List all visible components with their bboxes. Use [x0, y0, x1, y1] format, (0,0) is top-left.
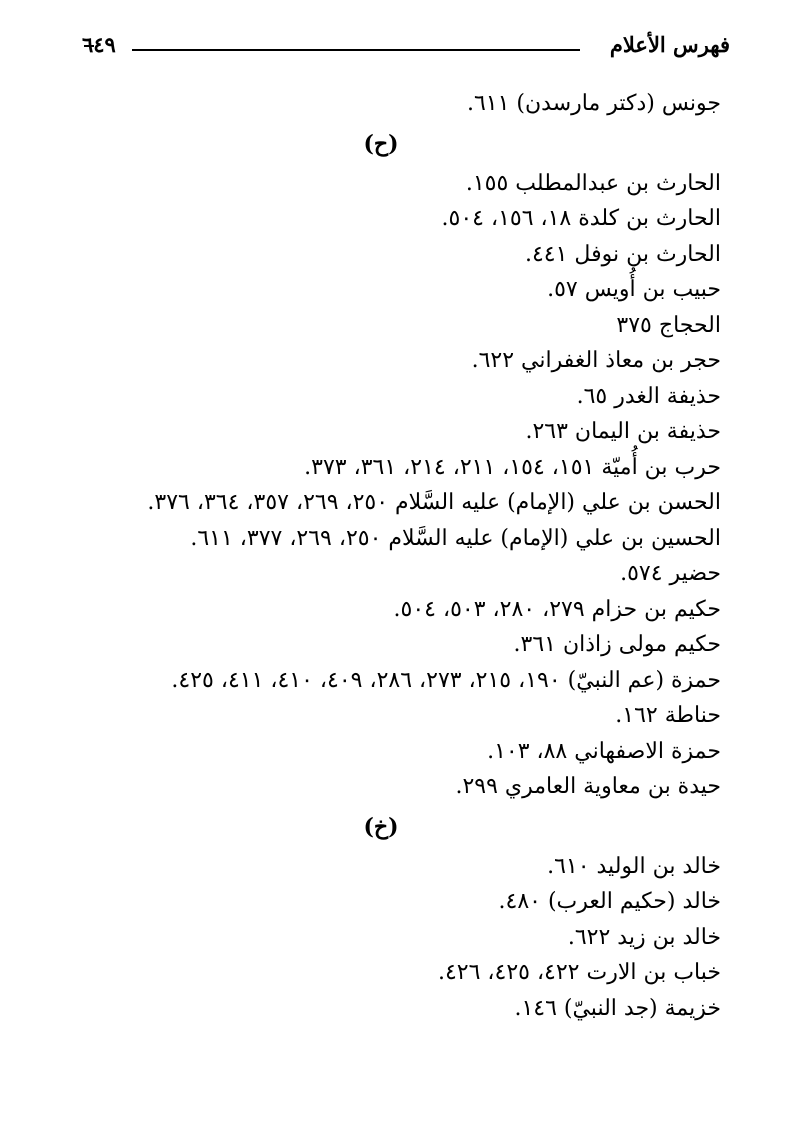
index-entry: جونس (دكتر مارسدن) ٦١١. [466, 91, 721, 116]
index-entry: الحارث بن عبدالمطلب ١٥٥. [465, 170, 721, 196]
section-heading-ha: (ح) [363, 130, 399, 157]
index-entry: الحسين بن علي (الإمام) عليه السَّلام ٢٥٠، ٢٦٩، ٣٧٧، ٦١١. [190, 525, 721, 551]
index-content [81, 86, 721, 1026]
index-entry: حرب بن أُميّة ١٥١، ١٥٤، ٢١١، ٢١٤، ٣٦١، ٣٧٣. [304, 454, 721, 480]
page-header [82, 28, 730, 62]
index-entry: الحارث بن كلدة ١٨، ١٥٦، ٥٠٤. [441, 206, 721, 231]
index-entry: حبيب بن أُويس ٥٧. [547, 277, 721, 302]
index-entry: الحسن بن علي (الإمام) عليه السَّلام ٢٥٠، ٢٦٩، ٣٥٧، ٣٦٤، ٣٧٦. [147, 490, 721, 515]
header-tick-mark [84, 45, 94, 47]
header-rule [132, 49, 580, 51]
index-entry: حكيم بن حزام ٢٧٩، ٢٨٠، ٥٠٣، ٥٠٤. [393, 596, 721, 622]
index-entry: الحارث بن نوفل ٤٤١. [524, 241, 721, 267]
index-entry: الحجاج ٣٧٥ [616, 312, 721, 338]
index-entry: حذيفة الغدر ٦٥. [576, 383, 721, 409]
index-entry: خالد (حكيم العرب) ٤٨٠. [498, 889, 721, 914]
index-entry: خالد بن الوليد ٦١٠. [547, 853, 721, 879]
index-entry: حمزة (عم النبيّ) ١٩٠، ٢١٥، ٢٧٣، ٢٨٦، ٤٠٩، ٤١٠، ٤١١، ٤٢٥. [171, 667, 721, 693]
index-entry: حناطة ١٦٢. [615, 703, 721, 728]
section-heading-kha: (خ) [363, 813, 399, 840]
index-entry: حمزة الاصفهاني ٨٨، ١٠٣. [487, 738, 721, 764]
page-number: ٦٤٩ [82, 32, 116, 57]
index-entry: حجر بن معاذ الغفراني ٦٢٢. [471, 348, 721, 373]
index-entry: حيدة بن معاوية العامري ٢٩٩. [455, 774, 721, 799]
index-entry: حضير ٥٧٤. [620, 561, 721, 586]
index-entry: خزيمة (جد النبيّ) ١٤٦. [514, 995, 721, 1021]
index-entry: حكيم مولى زاذان ٣٦١. [513, 632, 721, 657]
running-title: فهرس الأعلام [609, 32, 730, 57]
index-entry: خباب بن الارت ٤٢٢، ٤٢٥، ٤٢٦. [437, 960, 721, 985]
index-entry: خالد بن زيد ٦٢٢. [567, 924, 721, 950]
index-entry: حذيفة بن اليمان ٢٦٣. [525, 419, 721, 444]
